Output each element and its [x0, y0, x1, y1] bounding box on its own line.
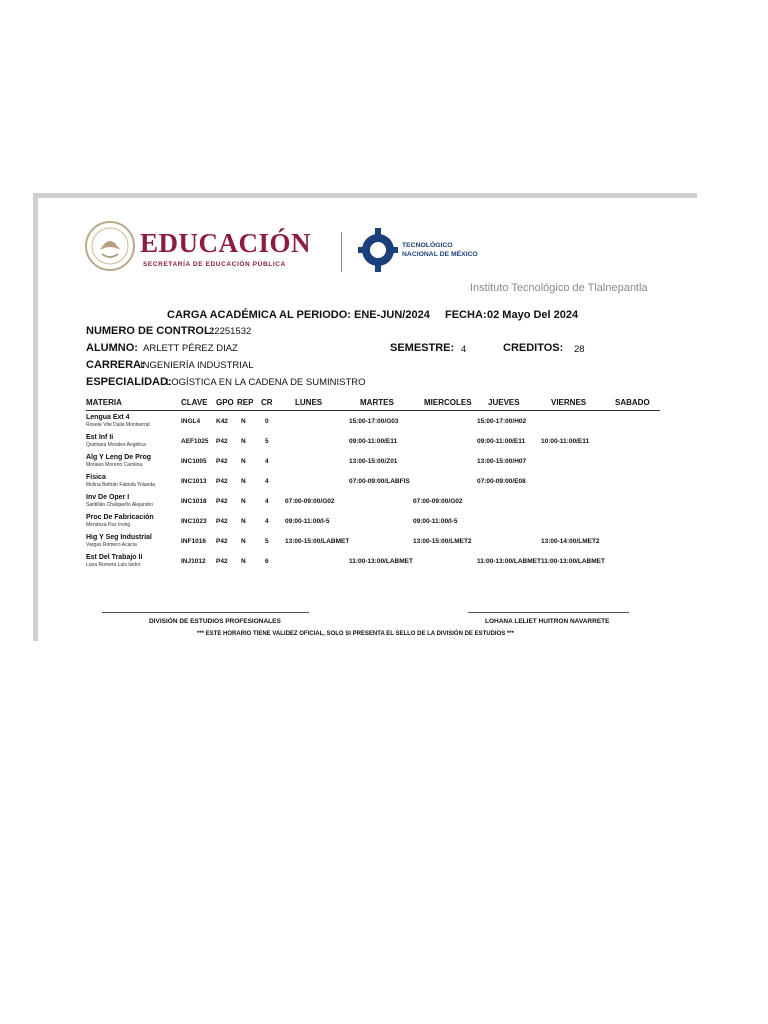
table-cell-materia: Est Inf Ii [86, 434, 114, 441]
table-cell-clave: INC1023 [181, 518, 207, 525]
col-header-lunes: LUNES [295, 398, 323, 407]
logo-divider [341, 232, 342, 272]
table-cell-cr: 4 [265, 498, 269, 505]
division-label: DIVISIÓN DE ESTUDIOS PROFESIONALES [149, 618, 281, 625]
table-cell-clave: INGL4 [181, 418, 201, 425]
table-cell-docente: Vargas Romero Acacia [86, 542, 137, 548]
col-header-cr: CR [261, 398, 273, 407]
table-cell-jueves: 09:00-11:00/E11 [477, 438, 526, 445]
sep-subtitle: SECRETARÍA DE EDUCACIÓN PÚBLICA [143, 261, 286, 268]
table-cell-clave: AEF1025 [181, 438, 209, 445]
control-value: 22251532 [209, 326, 252, 337]
table-cell-clave: INC1005 [181, 458, 207, 465]
institute-name: Instituto Tecnológico de Tlalnepantla [470, 282, 648, 294]
table-cell-rep: N [241, 518, 246, 525]
fecha-value: 02 Mayo Del 2024 [487, 309, 579, 321]
col-header-rep: REP [237, 398, 254, 407]
table-cell-miercoles: 13:00-15:00/LMET2 [413, 538, 472, 545]
table-cell-gpo: P42 [216, 538, 228, 545]
table-cell-cr: 4 [265, 518, 269, 525]
table-cell-docente: Morales Moreno Carolina [86, 462, 143, 468]
creditos-label: CREDITOS: [503, 342, 564, 354]
carrera-value: INGENIERÍA INDUSTRIAL [140, 360, 254, 371]
validity-note: *** ESTE HORARIO TIENE VALIDEZ OFICIAL, SOLO SI PRESENTA EL SELLO DE LA DIVISIÓN DE ESTUDIOS *** [197, 631, 514, 637]
table-cell-miercoles: 07:00-09:00/G02 [413, 498, 463, 505]
table-cell-docente: Mendoza Paz Irving [86, 522, 131, 528]
table-cell-martes: 07:00-09:00/LABFIS [349, 478, 410, 485]
table-cell-materia: Lengua Ext 4 [86, 414, 130, 421]
col-header-jueves: JUEVES [488, 398, 520, 407]
table-cell-clave: INF1016 [181, 538, 206, 545]
period-title: CARGA ACADÉMICA AL PERIODO: ENE-JUN/2024 [167, 309, 430, 321]
educacion-logo-text: EDUCACIÓN [140, 228, 312, 258]
table-cell-rep: N [241, 458, 246, 465]
table-cell-martes: 11:00-13:00/LABMET [349, 558, 413, 565]
fecha-label: FECHA: [445, 309, 487, 321]
table-cell-cr: 0 [265, 418, 269, 425]
table-cell-materia: Est Del Trabajo Ii [86, 554, 143, 561]
tecnm-logo-text: TECNOLÓGICO NACIONAL DE MÉXICO [402, 242, 478, 258]
col-header-clave: CLAVE [181, 398, 208, 407]
table-cell-martes: 15:00-17:00/G03 [349, 418, 399, 425]
table-cell-cr: 5 [265, 538, 269, 545]
signature-line-signer [468, 612, 629, 613]
signature-line-division [102, 612, 309, 613]
header-rule [86, 410, 660, 411]
especialidad-label: ESPECIALIDAD: [86, 376, 172, 388]
table-cell-materia: Proc De Fabricación [86, 514, 154, 521]
signer-name: LOHANA LELIET HUITRON NAVARRETE [485, 618, 610, 625]
table-cell-cr: 4 [265, 458, 269, 465]
table-cell-rep: N [241, 558, 246, 565]
table-cell-gpo: P42 [216, 518, 228, 525]
table-cell-jueves: 11:00-13:00/LABMET [477, 558, 541, 565]
control-label: NUMERO DE CONTROL: [86, 325, 215, 337]
table-cell-cr: 6 [265, 558, 269, 565]
table-cell-materia: Inv De Oper I [86, 494, 130, 501]
table-cell-docente: Molina Beltrán Fabiola Yolanda [86, 482, 155, 488]
table-cell-docente: Quintana Morales Angélica [86, 442, 146, 448]
table-cell-clave: INC1018 [181, 498, 207, 505]
table-cell-materia: Alg Y Leng De Prog [86, 454, 152, 461]
table-cell-lunes: 07:00-09:00/G02 [285, 498, 335, 505]
semestre-value: 4 [461, 344, 467, 355]
table-cell-gpo: K42 [216, 418, 228, 425]
col-header-sabado: SABADO [615, 398, 650, 407]
table-cell-docente: Luna Romero Luis Isidro [86, 562, 141, 568]
table-cell-docente: Santillán Chalqueño Alejandro [86, 502, 153, 508]
table-cell-gpo: P42 [216, 558, 228, 565]
table-cell-cr: 4 [265, 478, 269, 485]
table-cell-lunes: 13:00-15:00/LABMET [285, 538, 350, 545]
col-header-martes: MARTES [360, 398, 394, 407]
table-cell-miercoles: 09:00-11:00/I-5 [413, 518, 458, 525]
table-cell-viernes: 13:00-14:00/LMET2 [541, 538, 600, 545]
table-cell-rep: N [241, 418, 246, 425]
semestre-label: SEMESTRE: [390, 342, 455, 354]
table-cell-materia: Hig Y Seg Industrial [86, 534, 152, 541]
table-cell-rep: N [241, 538, 246, 545]
tecnm-gear-icon [358, 224, 398, 278]
alumno-value: ARLETT PÉREZ DIAZ [143, 343, 238, 354]
table-cell-viernes: 11:00-13:00/LABMET [541, 558, 605, 565]
table-cell-rep: N [241, 478, 246, 485]
table-cell-viernes: 10:00-11:00/E11 [541, 438, 590, 445]
creditos-value: 28 [574, 344, 585, 355]
table-cell-gpo: P42 [216, 498, 228, 505]
table-cell-jueves: 13:00-15:00/H07 [477, 458, 527, 465]
table-cell-jueves: 15:00-17:00/H02 [477, 418, 527, 425]
table-cell-clave: INC1013 [181, 478, 207, 485]
table-cell-rep: N [241, 438, 246, 445]
especialidad-value: LOGÍSTICA EN LA CADENA DE SUMINISTRO [166, 377, 366, 388]
mexico-seal-icon [84, 220, 136, 272]
table-cell-cr: 5 [265, 438, 269, 445]
carrera-label: CARRERA: [86, 359, 145, 371]
col-header-gpo: GPO [216, 398, 234, 407]
table-cell-materia: Fisica [86, 474, 106, 481]
alumno-label: ALUMNO: [86, 342, 138, 354]
col-header-materia: MATERIA [86, 398, 122, 407]
table-cell-rep: N [241, 498, 246, 505]
table-cell-docente: Rosete Vite Dalia Montserrat [86, 422, 150, 428]
col-header-miercoles: MIERCOLES [424, 398, 472, 407]
academic-load-document [33, 193, 697, 641]
table-cell-gpo: P42 [216, 458, 228, 465]
table-cell-martes: 13:00-15:00/Z01 [349, 458, 398, 465]
table-cell-gpo: P42 [216, 478, 228, 485]
table-cell-lunes: 09:00-11:00/I-5 [285, 518, 330, 525]
col-header-viernes: VIERNES [551, 398, 587, 407]
table-cell-martes: 09:00-11:00/E11 [349, 438, 398, 445]
table-cell-jueves: 07:00-09:00/E08 [477, 478, 526, 485]
table-cell-clave: INJ1012 [181, 558, 206, 565]
table-cell-gpo: P42 [216, 438, 228, 445]
